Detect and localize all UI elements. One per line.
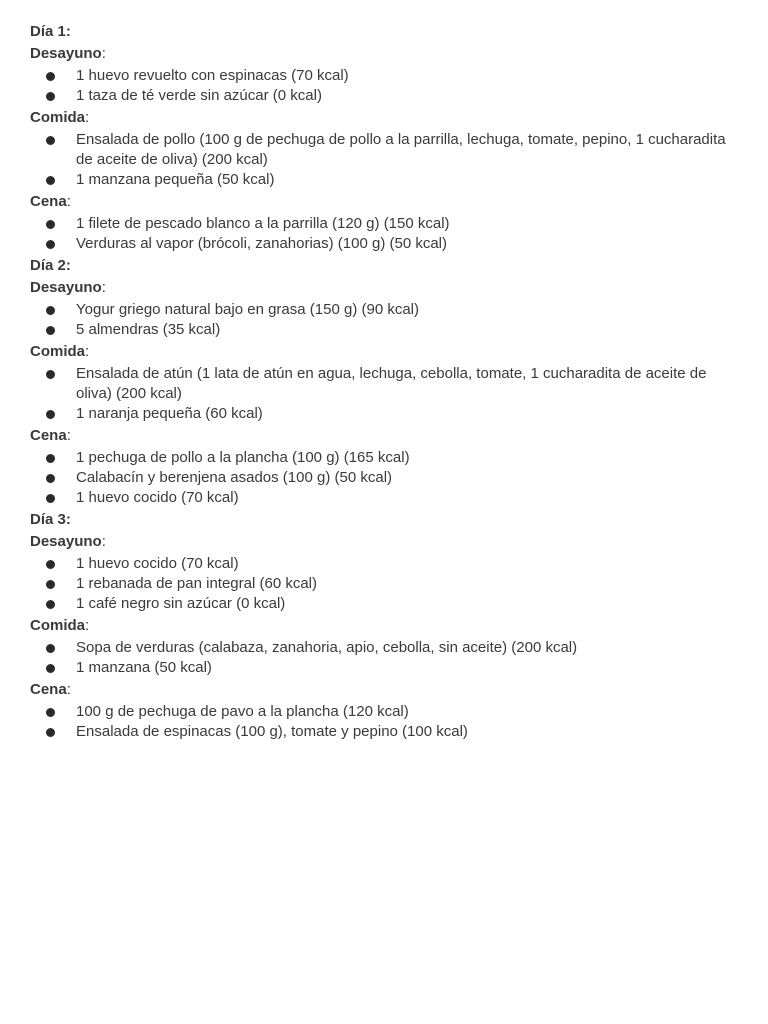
list-item-text: Yogur griego natural bajo en grasa (150 g) (90 kcal) — [76, 301, 419, 318]
list-item-text: Sopa de verduras (calabaza, zanahoria, apio, cebolla, sin aceite) (200 kcal) — [76, 639, 578, 656]
list-item — [76, 364, 740, 404]
bullet-icon — [46, 708, 55, 717]
meal-block — [30, 530, 740, 614]
meal-title — [30, 276, 740, 300]
meal-colon: : — [66, 427, 71, 444]
meal-items-list — [30, 554, 740, 614]
list-item-text: Calabacín y berenjena asados (100 g) (50 kcal) — [76, 469, 393, 486]
meal-items-list — [30, 300, 740, 340]
bullet-icon — [46, 454, 55, 463]
list-item-text: Ensalada de pollo (100 g de pechuga de pollo a la parrilla, lechuga, tomate, pepino, 1 cucharadita de aceite de oliva) (200 kcal) — [76, 131, 726, 168]
list-item-text: 100 g de pechuga de pavo a la plancha (120 kcal) — [76, 703, 409, 720]
meal-block — [30, 340, 740, 424]
bullet-icon — [46, 644, 55, 653]
bullet-icon — [46, 136, 55, 145]
list-item — [76, 638, 740, 658]
list-item-text: Verduras al vapor (brócoli, zanahorias) (100 g) (50 kcal) — [76, 235, 448, 252]
meal-items-list — [30, 214, 740, 254]
list-item — [76, 300, 740, 320]
list-item-text: 1 manzana (50 kcal) — [76, 659, 212, 676]
meal-block — [30, 190, 740, 254]
list-item — [76, 448, 740, 468]
list-item-text: 1 taza de té verde sin azúcar (0 kcal) — [76, 87, 322, 104]
meal-colon: : — [85, 343, 90, 360]
meal-title — [30, 190, 740, 214]
list-item — [76, 658, 740, 678]
bullet-icon — [46, 560, 55, 569]
list-item-text: 1 filete de pescado blanco a la parrilla (120 g) (150 kcal) — [76, 215, 450, 232]
list-item — [76, 66, 740, 86]
list-item — [76, 468, 740, 488]
meal-title — [30, 614, 740, 638]
meal-name: Cena — [30, 681, 67, 698]
meal-block — [30, 424, 740, 508]
bullet-icon — [46, 728, 55, 737]
meal-colon: : — [101, 45, 106, 62]
meal-colon: : — [85, 109, 90, 126]
list-item-text: 1 manzana pequeña (50 kcal) — [76, 171, 275, 188]
list-item — [76, 722, 740, 742]
bullet-icon — [46, 326, 55, 335]
meal-colon: : — [66, 681, 71, 698]
meal-name: Comida — [30, 109, 86, 126]
list-item — [76, 86, 740, 106]
bullet-icon — [46, 240, 55, 249]
meal-name: Cena — [30, 427, 67, 444]
day-section — [30, 20, 740, 254]
list-item — [76, 404, 740, 424]
day-title: Día 3: — [30, 511, 71, 528]
meal-block — [30, 614, 740, 678]
meal-colon: : — [101, 533, 106, 550]
meal-items-list — [30, 702, 740, 742]
bullet-icon — [46, 600, 55, 609]
meal-title — [30, 42, 740, 66]
bullet-icon — [46, 176, 55, 185]
day-title: Día 1: — [30, 23, 71, 40]
list-item — [76, 214, 740, 234]
list-item-text: 5 almendras (35 kcal) — [76, 321, 221, 338]
meal-block — [30, 276, 740, 340]
list-item-text: 1 café negro sin azúcar (0 kcal) — [76, 595, 286, 612]
list-item — [76, 702, 740, 722]
list-item-text: Ensalada de atún (1 lata de atún en agua, lechuga, cebolla, tomate, 1 cucharadita de aceite de oliva) (200 kcal) — [76, 365, 707, 402]
list-item-text: Ensalada de espinacas (100 g), tomate y pepino (100 kcal) — [76, 723, 468, 740]
meal-items-list — [30, 638, 740, 678]
bullet-icon — [46, 410, 55, 419]
bullet-icon — [46, 494, 55, 503]
list-item-text: 1 huevo cocido (70 kcal) — [76, 489, 239, 506]
list-item-text: 1 pechuga de pollo a la plancha (100 g) (165 kcal) — [76, 449, 410, 466]
meal-name: Desayuno — [30, 279, 102, 296]
meal-title — [30, 424, 740, 448]
meal-block — [30, 678, 740, 742]
list-item-text: 1 huevo cocido (70 kcal) — [76, 555, 239, 572]
meal-colon: : — [66, 193, 71, 210]
meal-colon: : — [85, 617, 90, 634]
bullet-icon — [46, 72, 55, 81]
bullet-icon — [46, 370, 55, 379]
list-item — [76, 170, 740, 190]
meal-items-list — [30, 364, 740, 424]
meal-items-list — [30, 448, 740, 508]
bullet-icon — [46, 664, 55, 673]
meal-name: Cena — [30, 193, 67, 210]
bullet-icon — [46, 580, 55, 589]
day-section — [30, 508, 740, 742]
meal-items-list — [30, 130, 740, 190]
list-item-text: 1 huevo revuelto con espinacas (70 kcal) — [76, 67, 349, 84]
list-item — [76, 554, 740, 574]
list-item — [76, 234, 740, 254]
meal-colon: : — [101, 279, 106, 296]
list-item — [76, 594, 740, 614]
bullet-icon — [46, 306, 55, 315]
list-item-text: 1 naranja pequeña (60 kcal) — [76, 405, 263, 422]
meal-items-list — [30, 66, 740, 106]
meal-block — [30, 42, 740, 106]
list-item-text: 1 rebanada de pan integral (60 kcal) — [76, 575, 317, 592]
bullet-icon — [46, 92, 55, 101]
meal-title — [30, 530, 740, 554]
meal-title — [30, 678, 740, 702]
bullet-icon — [46, 474, 55, 483]
list-item — [76, 574, 740, 594]
bullet-icon — [46, 220, 55, 229]
list-item — [76, 320, 740, 340]
meal-name: Desayuno — [30, 45, 102, 62]
meal-title — [30, 340, 740, 364]
meal-name: Comida — [30, 343, 86, 360]
meal-name: Desayuno — [30, 533, 102, 550]
meal-block — [30, 106, 740, 190]
day-section — [30, 254, 740, 508]
list-item — [76, 130, 740, 170]
day-title: Día 2: — [30, 257, 71, 274]
meal-name: Comida — [30, 617, 86, 634]
meal-title — [30, 106, 740, 130]
list-item — [76, 488, 740, 508]
